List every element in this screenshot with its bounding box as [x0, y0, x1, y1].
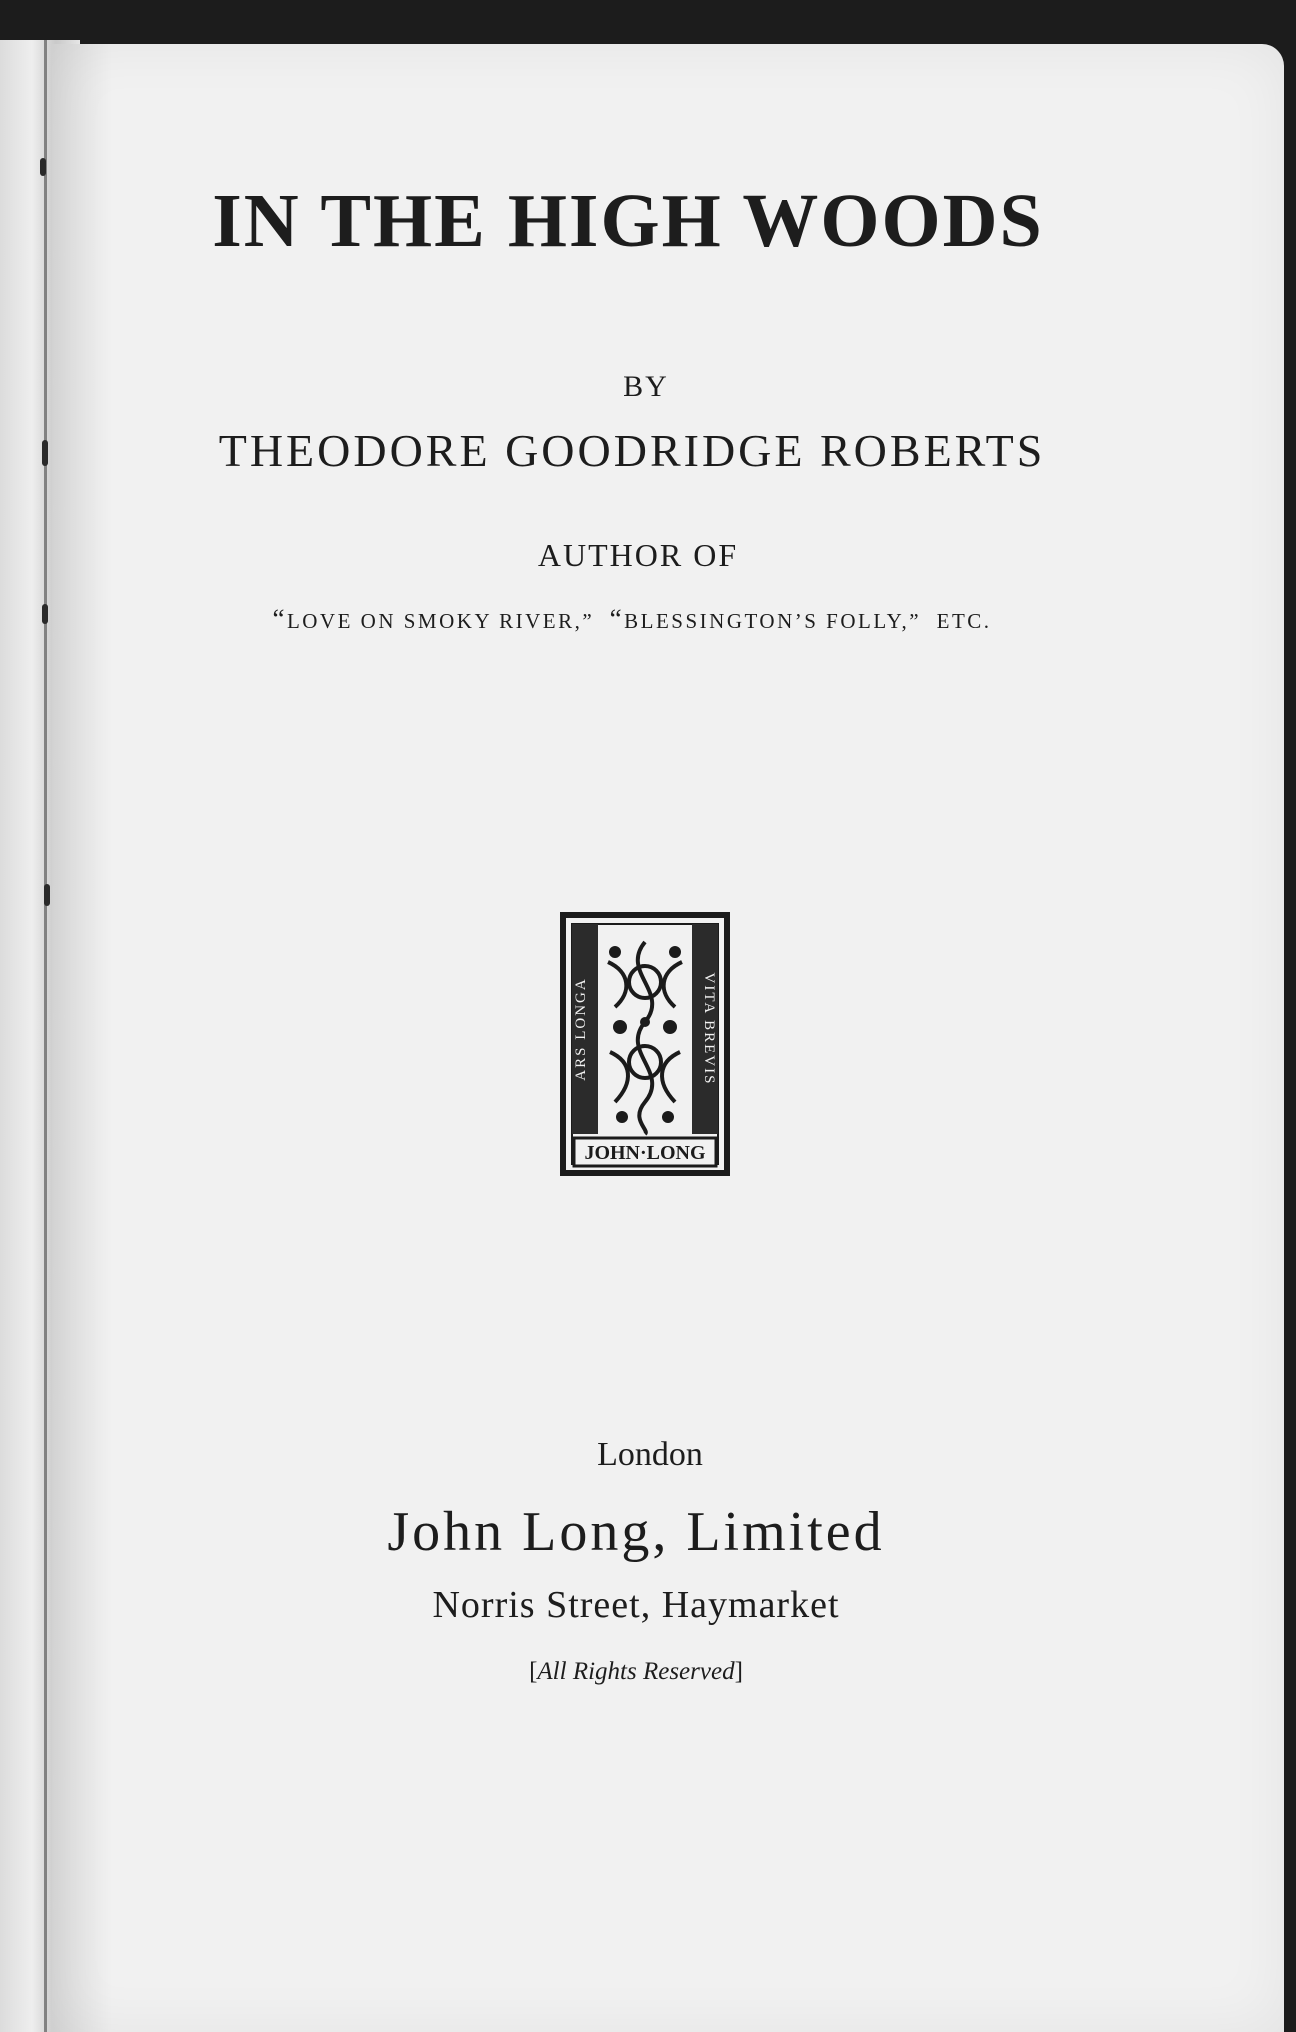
rights-bracket-open: [	[529, 1658, 538, 1685]
etc-label: ETC.	[936, 609, 992, 633]
device-right-motto: VITA BREVIS	[701, 972, 717, 1086]
book-title: IN THE HIGH WOODS	[212, 179, 1044, 263]
other-works	[0, 604, 1280, 635]
other-work-title: LOVE ON SMOKY RIVER,”	[286, 609, 595, 633]
publisher-device-icon	[560, 912, 730, 1176]
publisher-name: John Long, Limited	[387, 1501, 885, 1563]
device-left-motto: ARS LONGA	[573, 977, 589, 1081]
device-name: JOHN·LONG	[584, 1142, 706, 1164]
imprint-city: London	[597, 1436, 703, 1473]
page-shadow	[52, 44, 112, 2032]
quote-mark: “	[609, 604, 625, 634]
binding-mark	[44, 884, 50, 906]
rights-notice	[0, 1658, 1284, 1686]
author-of-label: AUTHOR OF	[537, 537, 739, 573]
author-name: THEODORE GOODRIDGE ROBERTS	[218, 425, 1046, 476]
publisher-address: Norris Street, Haymarket	[432, 1584, 840, 1626]
by-line: BY	[623, 370, 669, 403]
quote-mark: “	[272, 604, 287, 634]
page-edge-line	[44, 40, 47, 2032]
rights-bracket-close: ]	[734, 1658, 743, 1685]
other-work-title: BLESSINGTON’S FOLLY,”	[624, 609, 922, 633]
binding-mark	[40, 158, 46, 176]
rights-text: All Rights Reserved	[537, 1658, 735, 1685]
